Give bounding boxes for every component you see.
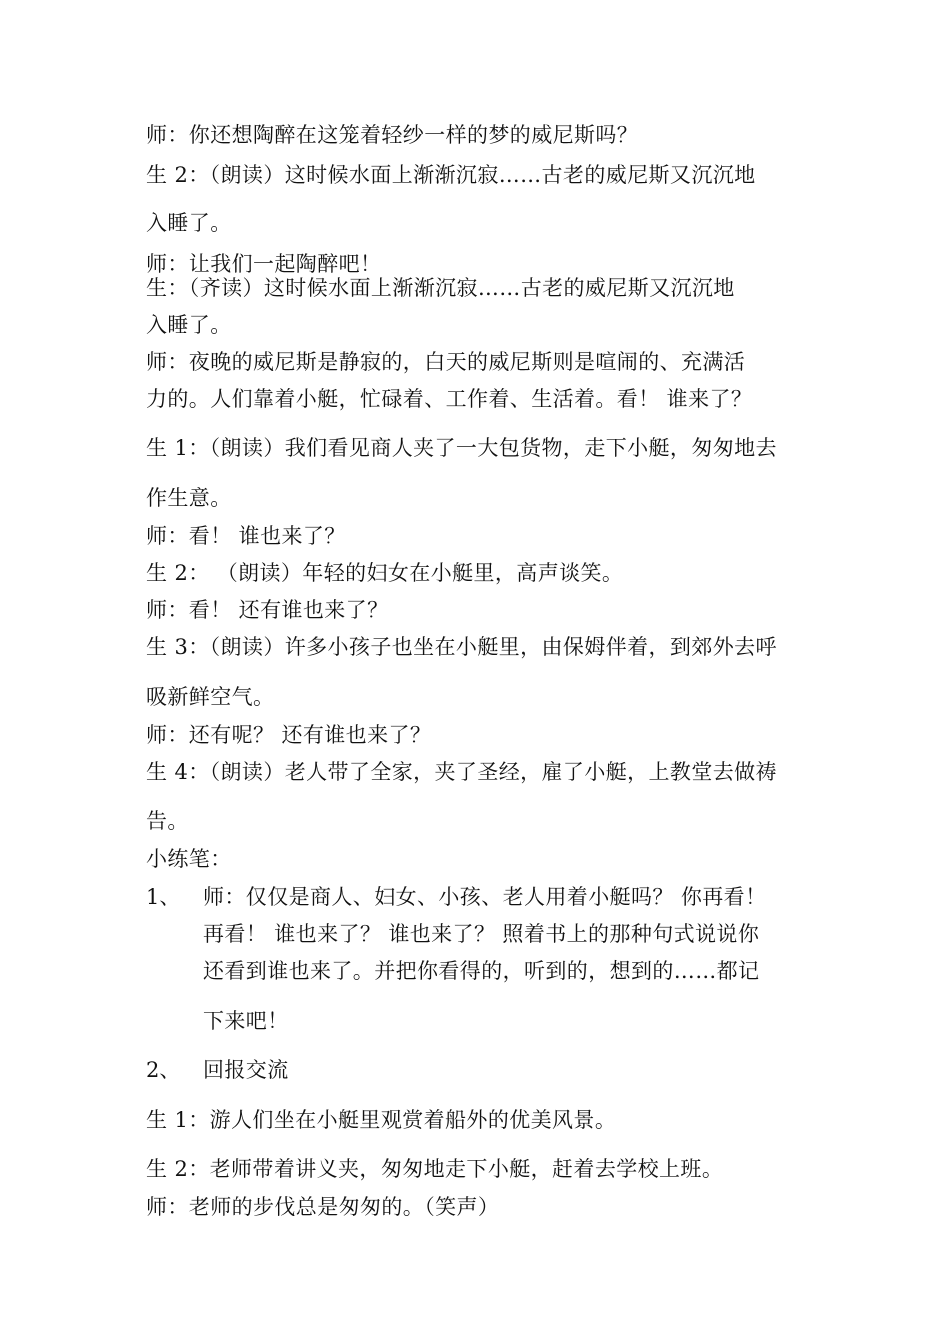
dialogue-line: 生：（齐读）这时候水面上渐渐沉寂……古老的威尼斯又沉沉地 <box>146 276 735 300</box>
dialogue-line: 告。 <box>146 809 189 833</box>
list-item-line: 回报交流 <box>203 1058 289 1082</box>
section-heading: 小练笔： <box>146 847 232 871</box>
list-item-line: 下来吧！ <box>203 1009 289 1033</box>
dialogue-line: 生 4：（朗读）老人带了全家，夹了圣经，雇了小艇，上教堂去做祷 <box>146 760 777 784</box>
dialogue-line: 作生意。 <box>146 486 232 510</box>
list-number: 2、 <box>146 1058 181 1082</box>
dialogue-line: 入睡了。 <box>146 313 232 337</box>
dialogue-line: 生 2：（朗读）这时候水面上渐渐沉寂……古老的威尼斯又沉沉地 <box>146 163 756 187</box>
list-item-line: 还看到谁也来了。并把你看得的，听到的，想到的……都记 <box>203 959 760 983</box>
dialogue-line: 师：看！ 谁也来了？ <box>146 524 346 548</box>
list-item-line: 师：仅仅是商人、妇女、小孩、老人用着小艇吗？ 你再看！ <box>203 885 767 909</box>
dialogue-line: 生 3：（朗读）许多小孩子也坐在小艇里，由保姆伴着，到郊外去呼 <box>146 635 777 659</box>
dialogue-line: 生 1：游人们坐在小艇里观赏着船外的优美风景。 <box>146 1108 617 1132</box>
dialogue-line: 生 2： （朗读）年轻的妇女在小艇里，高声谈笑。 <box>146 561 624 585</box>
dialogue-line: 师：还有呢？ 还有谁也来了？ <box>146 723 432 747</box>
dialogue-line: 师：老师的步伐总是匆匆的。（笑声） <box>146 1195 500 1219</box>
dialogue-line: 师：让我们一起陶醉吧！ <box>146 252 382 276</box>
dialogue-line: 吸新鲜空气。 <box>146 685 275 709</box>
list-number: 1、 <box>146 885 181 909</box>
dialogue-line: 生 2：老师带着讲义夹，匆匆地走下小艇，赶着去学校上班。 <box>146 1157 724 1181</box>
dialogue-line: 师：你还想陶醉在这笼着轻纱一样的梦的威尼斯吗？ <box>146 123 639 147</box>
dialogue-line: 力的。人们靠着小艇，忙碌着、工作着、生活着。看！ 谁来了？ <box>146 387 753 411</box>
dialogue-line: 师：看！ 还有谁也来了？ <box>146 598 389 622</box>
dialogue-line: 生 1：（朗读）我们看见商人夹了一大包货物，走下小艇，匆匆地去 <box>146 436 777 460</box>
dialogue-line: 师：夜晚的威尼斯是静寂的，白天的威尼斯则是喧闹的、充满活 <box>146 350 746 374</box>
list-item-line: 再看！ 谁也来了？ 谁也来了？ 照着书上的那种句式说说你 <box>203 922 760 946</box>
dialogue-line: 入睡了。 <box>146 211 232 235</box>
